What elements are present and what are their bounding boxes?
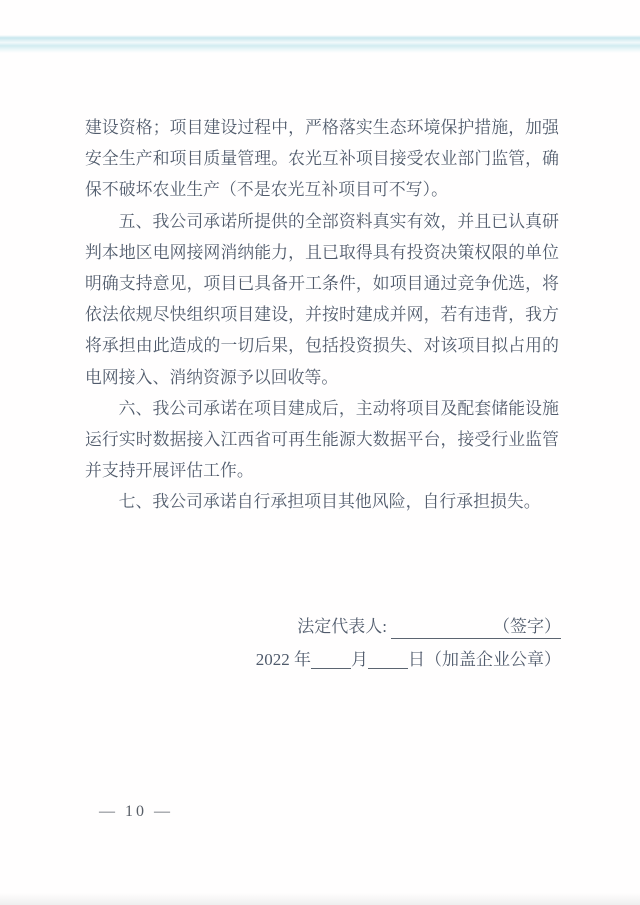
paragraph-continuation: 建设资格；项目建设过程中，严格落实生态环境保护措施，加强安全生产和项目质量管理。农光互补项目接受农业部门监管，确保不破坏农业生产（不是农光互补项目可不写）。 — [85, 118, 559, 200]
paragraph-clause-5: 五、我公司承诺所提供的全部资料真实有效，并且已认真研判本地区电网接网消纳能力，且已取得具有投资决策权限的单位明确支持意见，项目已具备开工条件，如项目通过竞争优选，将依法依规尽快组织项目建设，并按时建成并网，若有违背，我方将承担由此造成的一切后果，包括投资损失、对该项目拟占用的电网接入、消纳资源予以回收等。 — [85, 211, 559, 387]
year-value: 2022 — [255, 649, 290, 669]
page-number: — 10 — — [99, 803, 173, 820]
paragraph-clause-6: 六、我公司承诺在项目建成后，主动将项目及配套储能设施运行实时数据接入江西省可再生能源大数据平台，接受行业监管并支持开展评估工作。 — [85, 398, 559, 481]
month-blank — [311, 650, 351, 669]
scan-stripe-top — [0, 35, 640, 53]
legal-rep-line — [256, 611, 561, 644]
month-unit-label: 月 — [351, 649, 368, 669]
legal-rep-label: 法定代表人: — [297, 617, 387, 636]
signature-line — [391, 616, 561, 639]
year-unit-label: 年 — [294, 649, 311, 669]
scan-artifact-bottom — [0, 893, 640, 905]
sign-hint-label: （签字） — [493, 617, 561, 636]
day-blank — [368, 650, 408, 669]
paragraph-clause-7: 七、我公司承诺自行承担项目其他风险，自行承担损失。 — [118, 492, 541, 512]
signature-block — [256, 611, 561, 676]
date-line — [256, 644, 561, 677]
seal-note-label: （加盖企业公章） — [425, 649, 561, 669]
day-unit-label: 日 — [408, 649, 425, 669]
document-text — [85, 112, 559, 518]
